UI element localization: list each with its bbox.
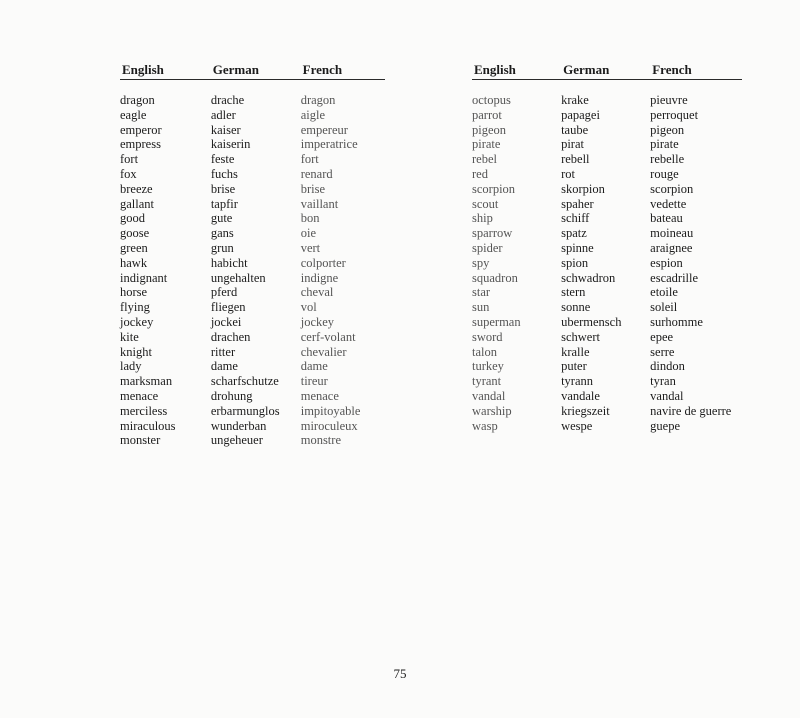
german-word: schwert	[561, 329, 600, 344]
english-word: pirate	[472, 137, 501, 152]
english-word: green	[120, 240, 148, 255]
english-word: miraculous	[120, 418, 176, 433]
german-word: stern	[561, 285, 586, 300]
german-word: puter	[561, 359, 587, 374]
english-word: turkey	[472, 359, 504, 374]
header-french: French	[652, 62, 692, 77]
french-word: brise	[300, 181, 326, 196]
german-word: spinne	[561, 240, 594, 255]
french-word: surhomme	[650, 314, 703, 329]
french-word: epee	[650, 329, 674, 344]
german-word: sonne	[561, 300, 591, 315]
french-word: monstre	[300, 433, 341, 448]
english-word: rebel	[472, 152, 497, 167]
french-word: tyran	[650, 374, 676, 389]
english-word: marksman	[120, 374, 173, 389]
french-word: serre	[650, 344, 675, 359]
german-word: erbarmunglos	[210, 403, 280, 418]
french-word: colporter	[300, 255, 346, 270]
french-word: pirate	[650, 137, 679, 152]
french-word: etoile	[650, 285, 678, 300]
english-word: dragon	[120, 93, 155, 107]
header-english: English	[474, 62, 516, 77]
english-word: goose	[120, 226, 150, 241]
page-number: 75	[393, 666, 407, 681]
german-word: adler	[210, 107, 236, 122]
german-word: papagei	[561, 107, 600, 122]
french-word: indigne	[300, 270, 339, 285]
english-word: fort	[120, 152, 139, 167]
french-word: impitoyable	[300, 403, 361, 418]
english-word: flying	[120, 300, 150, 315]
french-column	[301, 93, 385, 448]
german-word: spatz	[561, 226, 587, 241]
german-word: fuchs	[210, 166, 238, 181]
english-word: jockey	[120, 314, 154, 329]
header-rule	[120, 79, 385, 80]
french-word: dame	[300, 359, 328, 374]
french-word: oie	[300, 226, 316, 241]
german-word: ungeheuer	[210, 433, 263, 448]
english-word: talon	[472, 344, 497, 359]
english-word: menace	[120, 388, 159, 403]
german-word: pirat	[561, 137, 584, 152]
german-word: kaiserin	[210, 137, 251, 152]
french-word: menace	[300, 388, 339, 403]
french-word: vol	[300, 300, 317, 315]
german-word: habicht	[210, 255, 248, 270]
french-word: rouge	[650, 166, 679, 181]
french-word: escadrille	[650, 270, 699, 285]
french-word: vert	[300, 240, 321, 255]
english-word: good	[120, 211, 145, 226]
english-column	[120, 93, 211, 448]
english-word: ship	[472, 211, 493, 226]
english-word: superman	[472, 314, 521, 329]
header-german: German	[563, 62, 610, 77]
english-word: kite	[120, 329, 139, 344]
french-word: guepe	[650, 418, 681, 433]
french-word: vedette	[650, 196, 687, 211]
german-word: grun	[210, 240, 234, 255]
english-word: monster	[120, 433, 161, 448]
german-word: tyrann	[561, 374, 594, 389]
french-word: scorpion	[650, 181, 694, 196]
german-word: krake	[561, 93, 589, 107]
english-word: wasp	[472, 418, 498, 433]
german-word: rot	[561, 166, 575, 181]
header-german: German	[212, 62, 259, 77]
german-word: ungehalten	[210, 270, 266, 285]
english-word: lady	[120, 359, 142, 374]
french-word: imperatrice	[300, 137, 358, 152]
german-word: jockei	[210, 314, 242, 329]
english-word: pigeon	[472, 122, 507, 137]
french-word: tireur	[300, 374, 328, 389]
table-header	[120, 61, 385, 78]
german-word: pferd	[210, 285, 238, 300]
english-word: parrot	[472, 107, 502, 122]
french-word: rebelle	[650, 152, 685, 167]
french-column	[650, 93, 742, 433]
french-word: araignee	[650, 240, 693, 255]
german-word: brise	[210, 181, 236, 196]
german-word: scharfschutze	[210, 374, 279, 389]
english-word: fox	[120, 166, 137, 181]
german-word: kriegszeit	[561, 403, 610, 418]
french-word: perroquet	[650, 107, 699, 122]
english-word: sun	[472, 300, 490, 315]
english-word: spy	[472, 255, 490, 270]
french-word: fort	[300, 152, 319, 167]
english-word: breeze	[120, 181, 153, 196]
english-word: merciless	[120, 403, 168, 418]
french-word: miroculeux	[300, 418, 358, 433]
german-word: wespe	[561, 418, 593, 433]
english-word: horse	[120, 285, 148, 300]
german-word: rebell	[561, 152, 590, 167]
german-column	[211, 93, 301, 448]
english-word: sword	[472, 329, 503, 344]
french-word: pigeon	[650, 122, 685, 137]
german-word: schwadron	[561, 270, 616, 285]
german-word: ubermensch	[561, 314, 622, 329]
french-word: cheval	[300, 285, 334, 300]
german-column	[561, 93, 650, 433]
english-word: red	[472, 166, 488, 181]
german-word: gans	[210, 226, 234, 241]
english-word: octopus	[472, 93, 511, 107]
english-word: emperor	[120, 122, 162, 137]
french-word: navire de guerre	[650, 403, 732, 418]
french-word: vaillant	[300, 196, 339, 211]
english-word: scorpion	[472, 181, 516, 196]
french-word: dragon	[300, 93, 336, 107]
german-word: wunderban	[210, 418, 267, 433]
french-word: empereur	[300, 122, 348, 137]
german-word: vandale	[561, 388, 600, 403]
german-word: kralle	[561, 344, 590, 359]
french-word: bateau	[650, 211, 683, 226]
french-word: vandal	[650, 388, 684, 403]
german-word: schiff	[561, 211, 590, 226]
french-word: dindon	[650, 359, 685, 374]
english-word: sparrow	[472, 226, 513, 241]
english-word: knight	[120, 344, 152, 359]
german-word: spaher	[561, 196, 594, 211]
english-word: empress	[120, 137, 161, 152]
german-word: drache	[210, 93, 245, 107]
german-word: kaiser	[210, 122, 241, 137]
german-word: drachen	[210, 329, 251, 344]
german-word: spion	[561, 255, 589, 270]
german-word: drohung	[210, 388, 253, 403]
header-french: French	[302, 62, 343, 77]
french-word: espion	[650, 255, 683, 270]
german-word: feste	[210, 152, 235, 167]
french-word: pieuvre	[650, 93, 688, 107]
german-word: taube	[561, 122, 589, 137]
german-word: ritter	[210, 344, 236, 359]
vocabulary-table-left	[120, 61, 385, 448]
german-word: gute	[210, 211, 233, 226]
english-word: vandal	[472, 388, 506, 403]
english-word: warship	[472, 403, 512, 418]
german-word: tapfir	[210, 196, 238, 211]
header-rule	[472, 79, 742, 80]
english-column	[472, 93, 561, 433]
german-word: dame	[210, 359, 238, 374]
english-word: scout	[472, 196, 499, 211]
french-word: soleil	[650, 300, 678, 315]
french-word: jockey	[300, 314, 335, 329]
english-word: eagle	[120, 107, 147, 122]
french-word: aigle	[300, 107, 326, 122]
french-word: moineau	[650, 226, 694, 241]
french-word: renard	[300, 166, 333, 181]
english-word: star	[472, 285, 491, 300]
header-english: English	[122, 62, 164, 77]
vocabulary-table-right	[472, 61, 742, 433]
english-word: gallant	[120, 196, 155, 211]
french-word: cerf-volant	[300, 329, 356, 344]
english-word: indignant	[120, 270, 168, 285]
english-word: tyrant	[472, 374, 502, 389]
table-header	[472, 61, 742, 78]
french-word: bon	[300, 211, 320, 226]
german-word: skorpion	[561, 181, 605, 196]
english-word: spider	[472, 240, 503, 255]
french-word: chevalier	[300, 344, 347, 359]
english-word: hawk	[120, 255, 148, 270]
english-word: squadron	[472, 270, 518, 285]
german-word: fliegen	[210, 300, 246, 315]
